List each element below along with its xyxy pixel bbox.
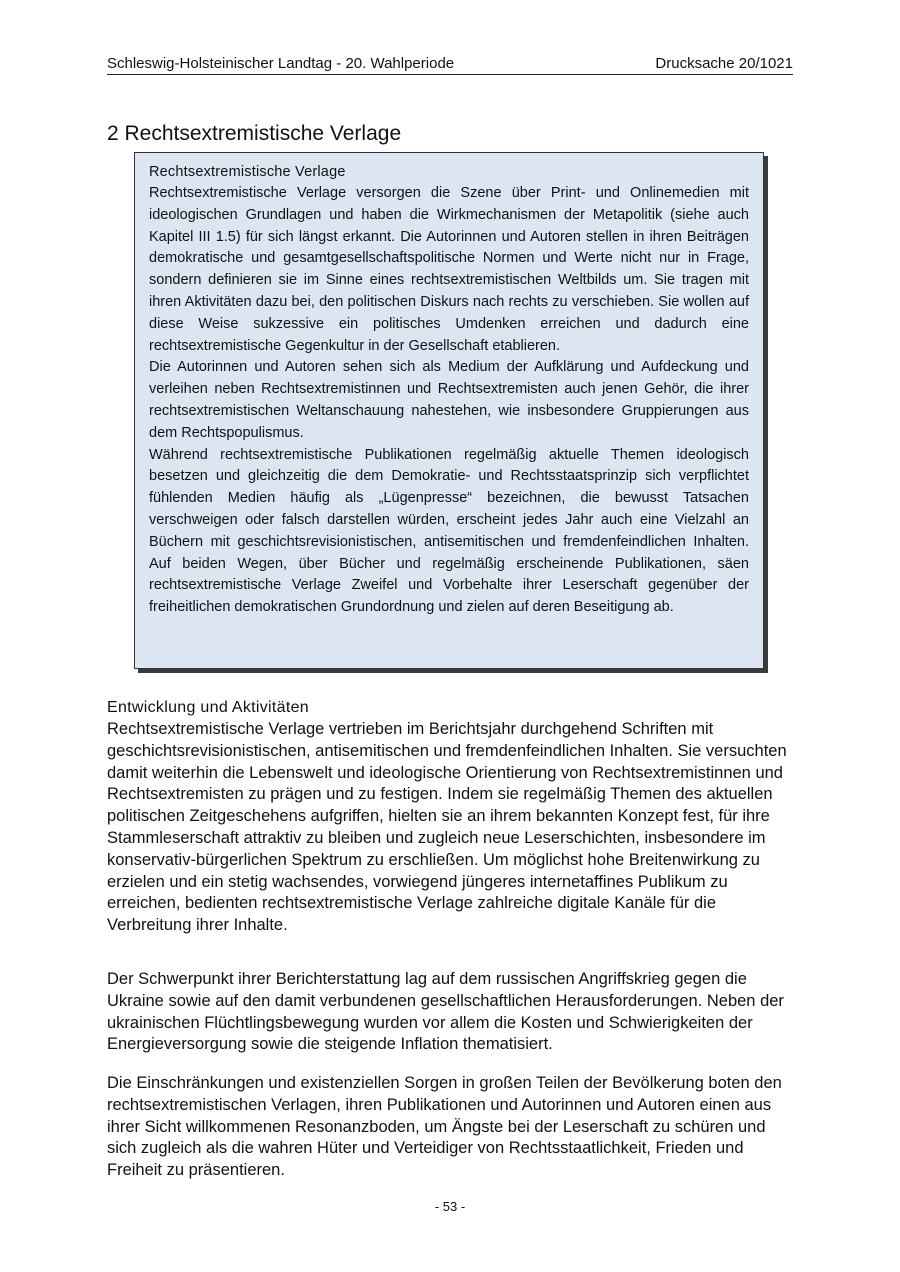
info-box [134, 152, 764, 669]
body-paragraph: Die Einschränkungen und existenziellen Sorgen in großen Teilen der Bevölkerung boten den rechtsextremistischen Verlagen, ihren Publikationen und Autorinnen und Autoren einen aus ihrer Sicht willkommenen Resonanzboden, um Ängste bei der Leserschaft zu schüren und sich zugleich als die wahren Hüter und Verteidiger von Rechtsstaatlichkeit, Frieden und Freiheit zu präsentieren. [107, 1074, 782, 1180]
info-box-paragraph: Die Autorinnen und Autoren sehen sich als Medium der Aufklärung und Aufdeckung und verleihen neben Rechtsextremistinnen und Rechtsextremisten auch jenen Gehör, die ihrer rechtsextremistischen Weltanschauung nahestehen, wie insbesondere Gruppierungen aus dem Rechtspopulismus. [149, 359, 749, 441]
info-box-paragraph: Während rechtsextremistische Publikationen regelmäßig aktuelle Themen ideologisch besetzen und gleichzeitig die dem Demokratie- und Rechtsstaatsprinzip sich verpflichtet fühlenden Medien häufig als „Lügenpresse“ bezeichnen, die bewusst Tatsachen verschweigen oder falsch darstellen würden, erscheint jedes Jahr auch eine Vielzahl an Büchern mit geschichtsrevisionistischen, antisemitischen und fremdenfeindlichen Inhalten. Auf beiden Wegen, über Bücher und regelmäßig erscheinende Publikationen, säen rechtsextremistische Verlage Zweifel und Vorbehalte ihrer Leserschaft gegenüber der freiheitlichen demokratischen Grundordnung und zielen auf deren Beseitigung ab. [149, 446, 749, 616]
header-parliament: Schleswig-Holsteinischer Landtag - 20. Wahlperiode [107, 55, 455, 72]
info-box-title: Rechtsextremistische Verlage [149, 164, 346, 180]
section-title: Entwicklung und Aktivitäten [107, 699, 309, 716]
header-document-number: Drucksache 20/1021 [655, 55, 793, 72]
info-box-paragraph: Rechtsextremistische Verlage versorgen die Szene über Print- und Onlinemedien mit ideologischen Grundlagen und haben die Wirkmechanismen der Metapolitik (siehe auch Kapitel III 1.5) für sich längst erkannt. Die Autorinnen und Autoren stellen in ihren Beiträgen demokratische und gesamtgesellschaftspolitische Normen und Werte nicht nur in Frage, sondern definieren sie im Sinne eines rechtsextremistischen Weltbilds um. Sie tragen mit ihren Aktivitäten dazu bei, den politischen Diskurs nach rechts zu verschieben. Sie wollen auf diese Weise sukzessive ein politisches Umdenken erreichen und dadurch eine rechtsextremistische Gegenkultur in der Gesellschaft etablieren. [149, 185, 749, 354]
page-heading: 2 Rechtsextremistische Verlage [107, 122, 402, 146]
body-paragraph: Der Schwerpunkt ihrer Berichterstattung lag auf dem russischen Angriffskrieg gegen die Ukraine sowie auf den damit verbundenen gesellschaftlichen Herausforderungen. Neben der ukrainischen Flüchtlingsbewegung wurden vor allem die Kosten und Schwierigkeiten der Energieversorgung sowie die steigende Inflation thematisiert. [107, 970, 784, 1054]
page-number: - 53 - [434, 1199, 466, 1214]
running-header [107, 55, 793, 75]
body-paragraph: Rechtsextremistische Verlage vertrieben im Berichtsjahr durchgehend Schriften mit geschichtsrevisionistischen, antisemitischen und fremdenfeindlichen Inhalten. Sie versuchten damit weiterhin die Lebenswelt und ideologische Orientierung von Rechtsextremistinnen und Rechtsextremisten zu prägen und zu festigen. Indem sie regelmäßig Themen des aktuellen politischen Zeitgeschehens aufgriffen, hielten sie an ihrem bekannten Konzept fest, für ihre Stammleserschaft attraktiv zu bleiben und zugleich neue Leserschichten, insbesondere im konservativ-bürgerlichen Spektrum zu erschließen. Um möglichst hohe Breitenwirkung zu erzielen und ein stetig wachsendes, vorwiegend jüngeres internetaffines Publikum zu erreichen, bedienten rechtsextremistische Verlage zahlreiche digitale Kanäle für die Verbreitung ihrer Inhalte. [107, 720, 787, 935]
